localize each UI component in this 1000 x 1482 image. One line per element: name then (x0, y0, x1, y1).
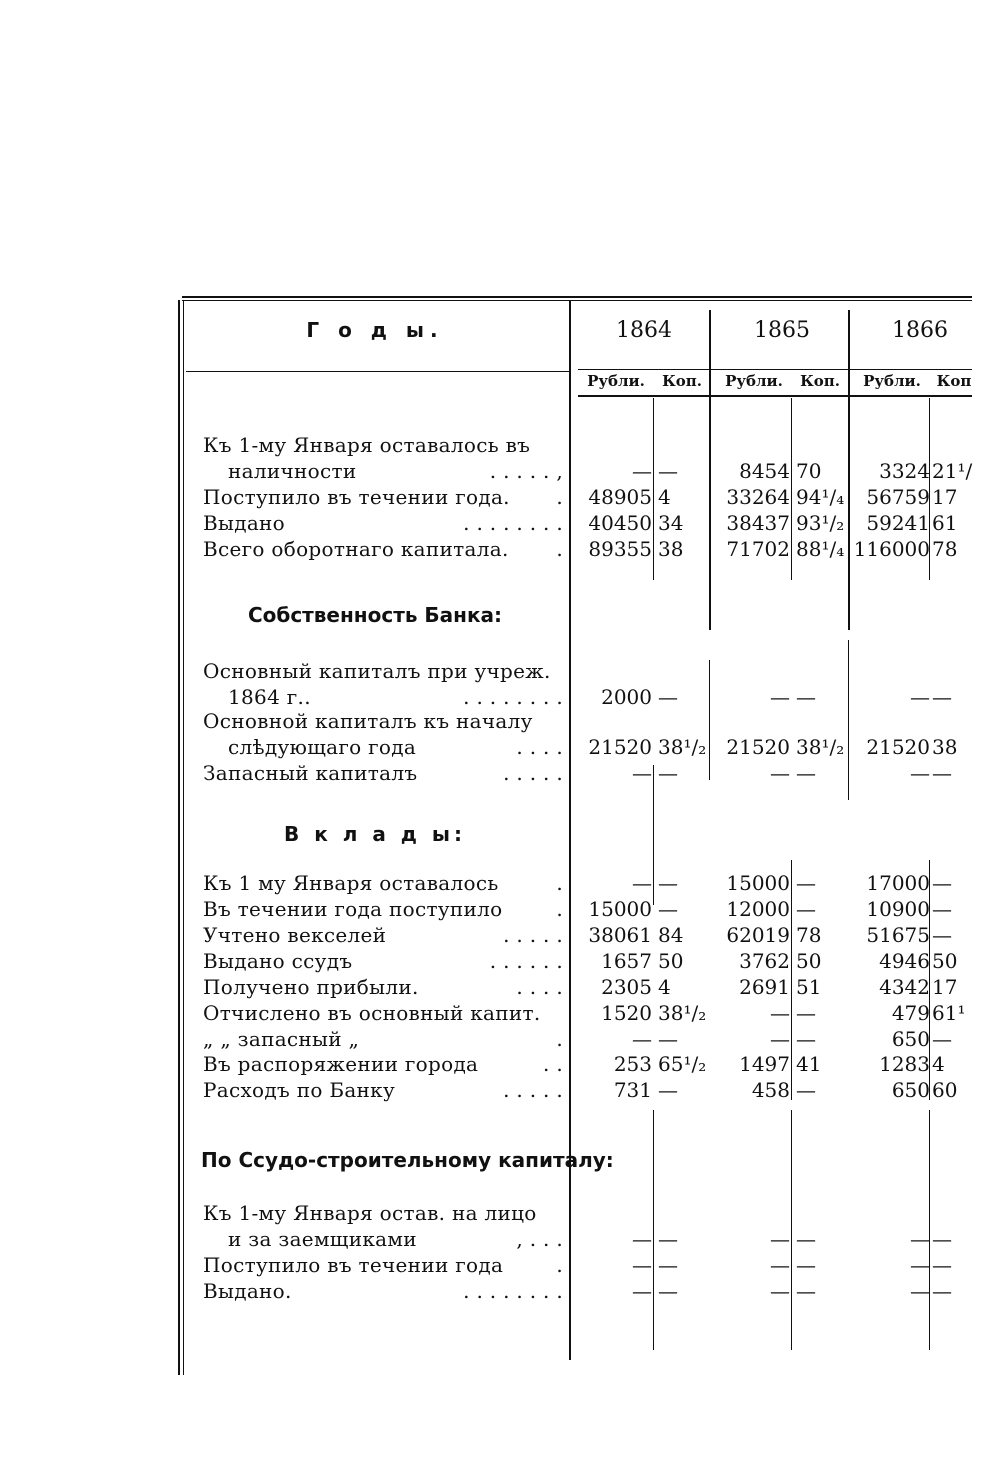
row-label (203, 975, 563, 999)
row-label (203, 761, 563, 785)
value-1865-rub: 12000 (726, 897, 790, 921)
subhead-kop: Коп (936, 372, 972, 390)
leader-dots: , . . . (516, 1227, 563, 1251)
value-1865-rub: 71702 (726, 537, 790, 561)
value-1866-kop: 17 (932, 975, 958, 999)
value-1864-kop: — (658, 761, 678, 785)
value-1865-rub: — (770, 1027, 790, 1051)
row-label-text: Къ 1-му Января остав. на лицо (203, 1201, 537, 1225)
value-1866-kop: — (932, 871, 952, 895)
row-label-text: Расходъ по Банку (203, 1078, 396, 1102)
value-1866-kop: — (932, 923, 952, 947)
value-1864-rub: — (632, 1279, 652, 1303)
value-1864-rub: 1520 (601, 1001, 652, 1025)
value-1866-kop: — (932, 1279, 952, 1303)
value-1864-kop: — (658, 1078, 678, 1102)
value-1866-rub: 59241 (866, 511, 930, 535)
row-label (203, 1001, 563, 1025)
value-1866-rub: 56759 (866, 485, 930, 509)
row-label-text: Въ течении года поступило (203, 897, 503, 921)
subhead-kop: Коп. (662, 372, 702, 390)
row-label-text: Основной капиталъ къ началу (203, 709, 533, 733)
value-1864-kop: 65¹/₂ (658, 1052, 707, 1076)
value-1864-rub: 89355 (588, 537, 652, 561)
value-1864-kop: 4 (658, 975, 671, 999)
value-1865-rub: — (770, 685, 790, 709)
value-1864-kop: 38 (658, 537, 684, 561)
value-1865-kop: 38¹/₂ (796, 735, 845, 759)
value-1864-rub: 2305 (601, 975, 652, 999)
value-1866-rub: — (910, 761, 930, 785)
value-1866-kop: 61¹ (932, 1001, 966, 1025)
value-1865-kop: — (796, 1027, 816, 1051)
row-label (203, 511, 563, 535)
year-1864: 1864 (616, 318, 672, 343)
value-1866-kop: 78 (932, 537, 958, 561)
value-1864-rub: — (632, 459, 652, 483)
value-1866-rub: 21520 (866, 735, 930, 759)
leader-dots: . . . . . , (489, 459, 563, 483)
section-heading-loan: По Ссудо-строительному капиталу: (201, 1148, 614, 1172)
value-1865-kop: 93¹/₂ (796, 511, 845, 535)
value-1864-kop: — (658, 1227, 678, 1251)
row-label (203, 709, 563, 733)
subhead-kop: Коп. (800, 372, 840, 390)
value-1865-rub: 8454 (739, 459, 790, 483)
value-1865-rub: 2691 (739, 975, 790, 999)
row-label (228, 1227, 563, 1251)
leader-dots: . (556, 1253, 563, 1277)
value-1866-rub: — (910, 1279, 930, 1303)
leader-dots: . . . . . (503, 923, 563, 947)
row-label (203, 1078, 563, 1102)
row-label (203, 485, 563, 509)
rub-kop-sep-1864-c (653, 1110, 654, 1350)
value-1865-rub: 3762 (739, 949, 790, 973)
leader-dots: . . . . . . . . (463, 1279, 563, 1303)
leader-dots: . . . . (516, 735, 563, 759)
value-1864-kop: 34 (658, 511, 684, 535)
row-label-text: Къ 1-му Января оставалось въ (203, 433, 531, 457)
value-1866-kop: — (932, 897, 952, 921)
row-label (203, 537, 563, 561)
value-1866-rub: 51675 (866, 923, 930, 947)
value-1866-kop: 4 (932, 1052, 945, 1076)
value-1866-rub: 479 (891, 1001, 930, 1025)
leader-dots: . . . . (516, 975, 563, 999)
value-1866-kop: — (932, 1027, 952, 1051)
leader-dots: . . . . . . . . (463, 685, 563, 709)
value-1864-rub: 38061 (588, 923, 652, 947)
value-1866-rub: 650 (891, 1078, 930, 1102)
row-label (203, 871, 563, 895)
value-1864-kop: 4 (658, 485, 671, 509)
value-1865-kop: — (796, 761, 816, 785)
value-1865-kop: — (796, 1253, 816, 1277)
value-1864-rub: 253 (613, 1052, 652, 1076)
row-label (203, 1279, 563, 1303)
rub-kop-sep-1865-c (791, 1110, 792, 1350)
value-1864-rub: 21520 (588, 735, 652, 759)
value-1864-rub: — (632, 1027, 652, 1051)
row-label (203, 923, 563, 947)
row-label-text: Запасный капиталъ (203, 761, 418, 785)
leader-dots: . (556, 871, 563, 895)
value-1865-kop: 70 (796, 459, 822, 483)
value-1865-kop: — (796, 685, 816, 709)
value-1866-kop: 38 (932, 735, 958, 759)
value-1865-kop: — (796, 871, 816, 895)
value-1864-kop: — (658, 459, 678, 483)
row-label-text: Отчислено въ основный капит. (203, 1001, 541, 1025)
col-sep-1865-b (848, 640, 849, 800)
row-label-text: наличности (228, 459, 357, 483)
value-1866-kop: 60 (932, 1078, 958, 1102)
years-heading: Г о д ы. (306, 318, 444, 342)
row-label-text: Получено прибыли. (203, 975, 419, 999)
row-label (228, 735, 563, 759)
subhead-rub: Рубли. (587, 372, 645, 390)
value-1866-rub: — (910, 1253, 930, 1277)
value-1866-rub: 4946 (879, 949, 930, 973)
value-1866-rub: 3324 (879, 459, 930, 483)
value-1866-rub: 1283 (879, 1052, 930, 1076)
value-1864-kop: — (658, 1253, 678, 1277)
value-1865-rub: 15000 (726, 871, 790, 895)
subhead-bottom-rule (578, 395, 972, 397)
rub-kop-sep-1864 (653, 398, 654, 580)
row-label (228, 685, 563, 709)
value-1865-kop: 78 (796, 923, 822, 947)
value-1865-kop: 94¹/₄ (796, 485, 845, 509)
value-1865-kop: 41 (796, 1052, 822, 1076)
subhead-top-rule (578, 369, 972, 370)
rub-kop-sep-1864-b (653, 765, 654, 905)
row-label-text: Поступило въ течении года (203, 1253, 504, 1277)
row-label (203, 1253, 563, 1277)
row-label (203, 1027, 563, 1051)
value-1865-kop: — (796, 1001, 816, 1025)
value-1864-rub: — (632, 1227, 652, 1251)
section-heading-own: Собственность Банка: (247, 603, 503, 627)
row-label-text: Выдано (203, 511, 286, 535)
leader-dots: . (556, 1027, 563, 1051)
value-1865-kop: 50 (796, 949, 822, 973)
year-1865: 1865 (754, 318, 810, 343)
value-1864-rub: 731 (613, 1078, 652, 1102)
value-1865-rub: 1497 (739, 1052, 790, 1076)
value-1864-rub: 2000 (601, 685, 652, 709)
value-1865-rub: 33264 (726, 485, 790, 509)
value-1865-rub: — (770, 1227, 790, 1251)
value-1864-kop: 50 (658, 949, 684, 973)
value-1865-rub: 38437 (726, 511, 790, 535)
value-1866-kop: 50 (932, 949, 958, 973)
value-1864-rub: — (632, 871, 652, 895)
value-1866-rub: 10900 (866, 897, 930, 921)
row-label (203, 897, 563, 921)
rub-kop-sep-1865 (791, 398, 792, 580)
value-1866-rub: 650 (891, 1027, 930, 1051)
value-1864-rub: 15000 (588, 897, 652, 921)
value-1864-kop: — (658, 871, 678, 895)
value-1864-kop: — (658, 1027, 678, 1051)
leader-dots: . (556, 897, 563, 921)
col-sep-1864 (709, 310, 711, 630)
value-1864-kop: 84 (658, 923, 684, 947)
value-1864-kop: 38¹/₂ (658, 735, 707, 759)
rub-kop-sep-1865-b (791, 860, 792, 1100)
value-1866-rub: — (910, 1227, 930, 1251)
value-1866-kop: — (932, 1253, 952, 1277)
leader-dots: . . . . . . (489, 949, 563, 973)
row-label-text: слѣдующаго года (228, 735, 417, 759)
row-label (203, 1201, 563, 1225)
row-label-text: Къ 1 му Января оставалось (203, 871, 499, 895)
value-1864-kop: 38¹/₂ (658, 1001, 707, 1025)
value-1865-rub: 21520 (726, 735, 790, 759)
row-label (203, 1052, 563, 1076)
value-1866-kop: — (932, 1227, 952, 1251)
value-1865-rub: — (770, 1253, 790, 1277)
row-label (228, 459, 563, 483)
value-1864-rub: — (632, 761, 652, 785)
value-1865-kop: 88¹/₄ (796, 537, 845, 561)
row-label (203, 433, 563, 457)
value-1866-rub: 4342 (879, 975, 930, 999)
row-label-text: Выдано ссудъ (203, 949, 353, 973)
value-1864-kop: — (658, 897, 678, 921)
value-1865-kop: — (796, 1227, 816, 1251)
header-rule (186, 371, 570, 372)
col-sep-1865 (848, 310, 850, 630)
subhead-rub: Рубли. (863, 372, 921, 390)
value-1864-rub: 40450 (588, 511, 652, 535)
value-1866-kop: 21¹/ (932, 459, 973, 483)
value-1865-kop: 51 (796, 975, 822, 999)
value-1865-kop: — (796, 1279, 816, 1303)
value-1864-rub: 48905 (588, 485, 652, 509)
value-1865-rub: — (770, 1279, 790, 1303)
top-rule (182, 296, 972, 298)
subhead-rub: Рубли. (725, 372, 783, 390)
leader-dots: . (556, 485, 563, 509)
leader-dots: . (556, 537, 563, 561)
top-rule-2 (182, 300, 972, 301)
row-label-text: Въ распоряжении города (203, 1052, 479, 1076)
value-1866-kop: 17 (932, 485, 958, 509)
value-1866-kop: — (932, 761, 952, 785)
row-label-text: Выдано. (203, 1279, 292, 1303)
value-1864-rub: 1657 (601, 949, 652, 973)
section-heading-deposits: В к л а д ы: (283, 822, 466, 846)
row-label-text: „ „ запасный „ (203, 1027, 360, 1051)
year-1866: 1866 (892, 318, 948, 343)
leader-dots: . . . . . . . . (463, 511, 563, 535)
value-1866-rub: 116000 (853, 537, 930, 561)
col-sep-1864-b (709, 660, 710, 780)
leader-dots: . . . . . (503, 761, 563, 785)
value-1864-rub: — (632, 1253, 652, 1277)
row-label (203, 659, 563, 683)
value-1865-rub: — (770, 761, 790, 785)
value-1866-kop: — (932, 685, 952, 709)
row-label (203, 949, 563, 973)
row-label-text: и за заемщиками (228, 1227, 417, 1251)
value-1865-kop: — (796, 1078, 816, 1102)
value-1866-kop: 61 (932, 511, 958, 535)
value-1865-rub: 458 (751, 1078, 790, 1102)
value-1866-rub: — (910, 685, 930, 709)
row-label-text: Основный капиталъ при учреж. (203, 659, 551, 683)
leader-dots: . . . . . (503, 1078, 563, 1102)
value-1865-rub: 62019 (726, 923, 790, 947)
value-1865-rub: — (770, 1001, 790, 1025)
value-1864-kop: — (658, 1279, 678, 1303)
row-label-text: Поступило въ течении года. (203, 485, 510, 509)
leader-dots: . . (543, 1052, 563, 1076)
row-label-text: 1864 г.. (228, 685, 311, 709)
value-1865-kop: — (796, 897, 816, 921)
row-label-text: Всего оборотнаго капитала. (203, 537, 509, 561)
row-label-text: Учтено векселей (203, 923, 387, 947)
value-1864-kop: — (658, 685, 678, 709)
value-1866-rub: 17000 (866, 871, 930, 895)
